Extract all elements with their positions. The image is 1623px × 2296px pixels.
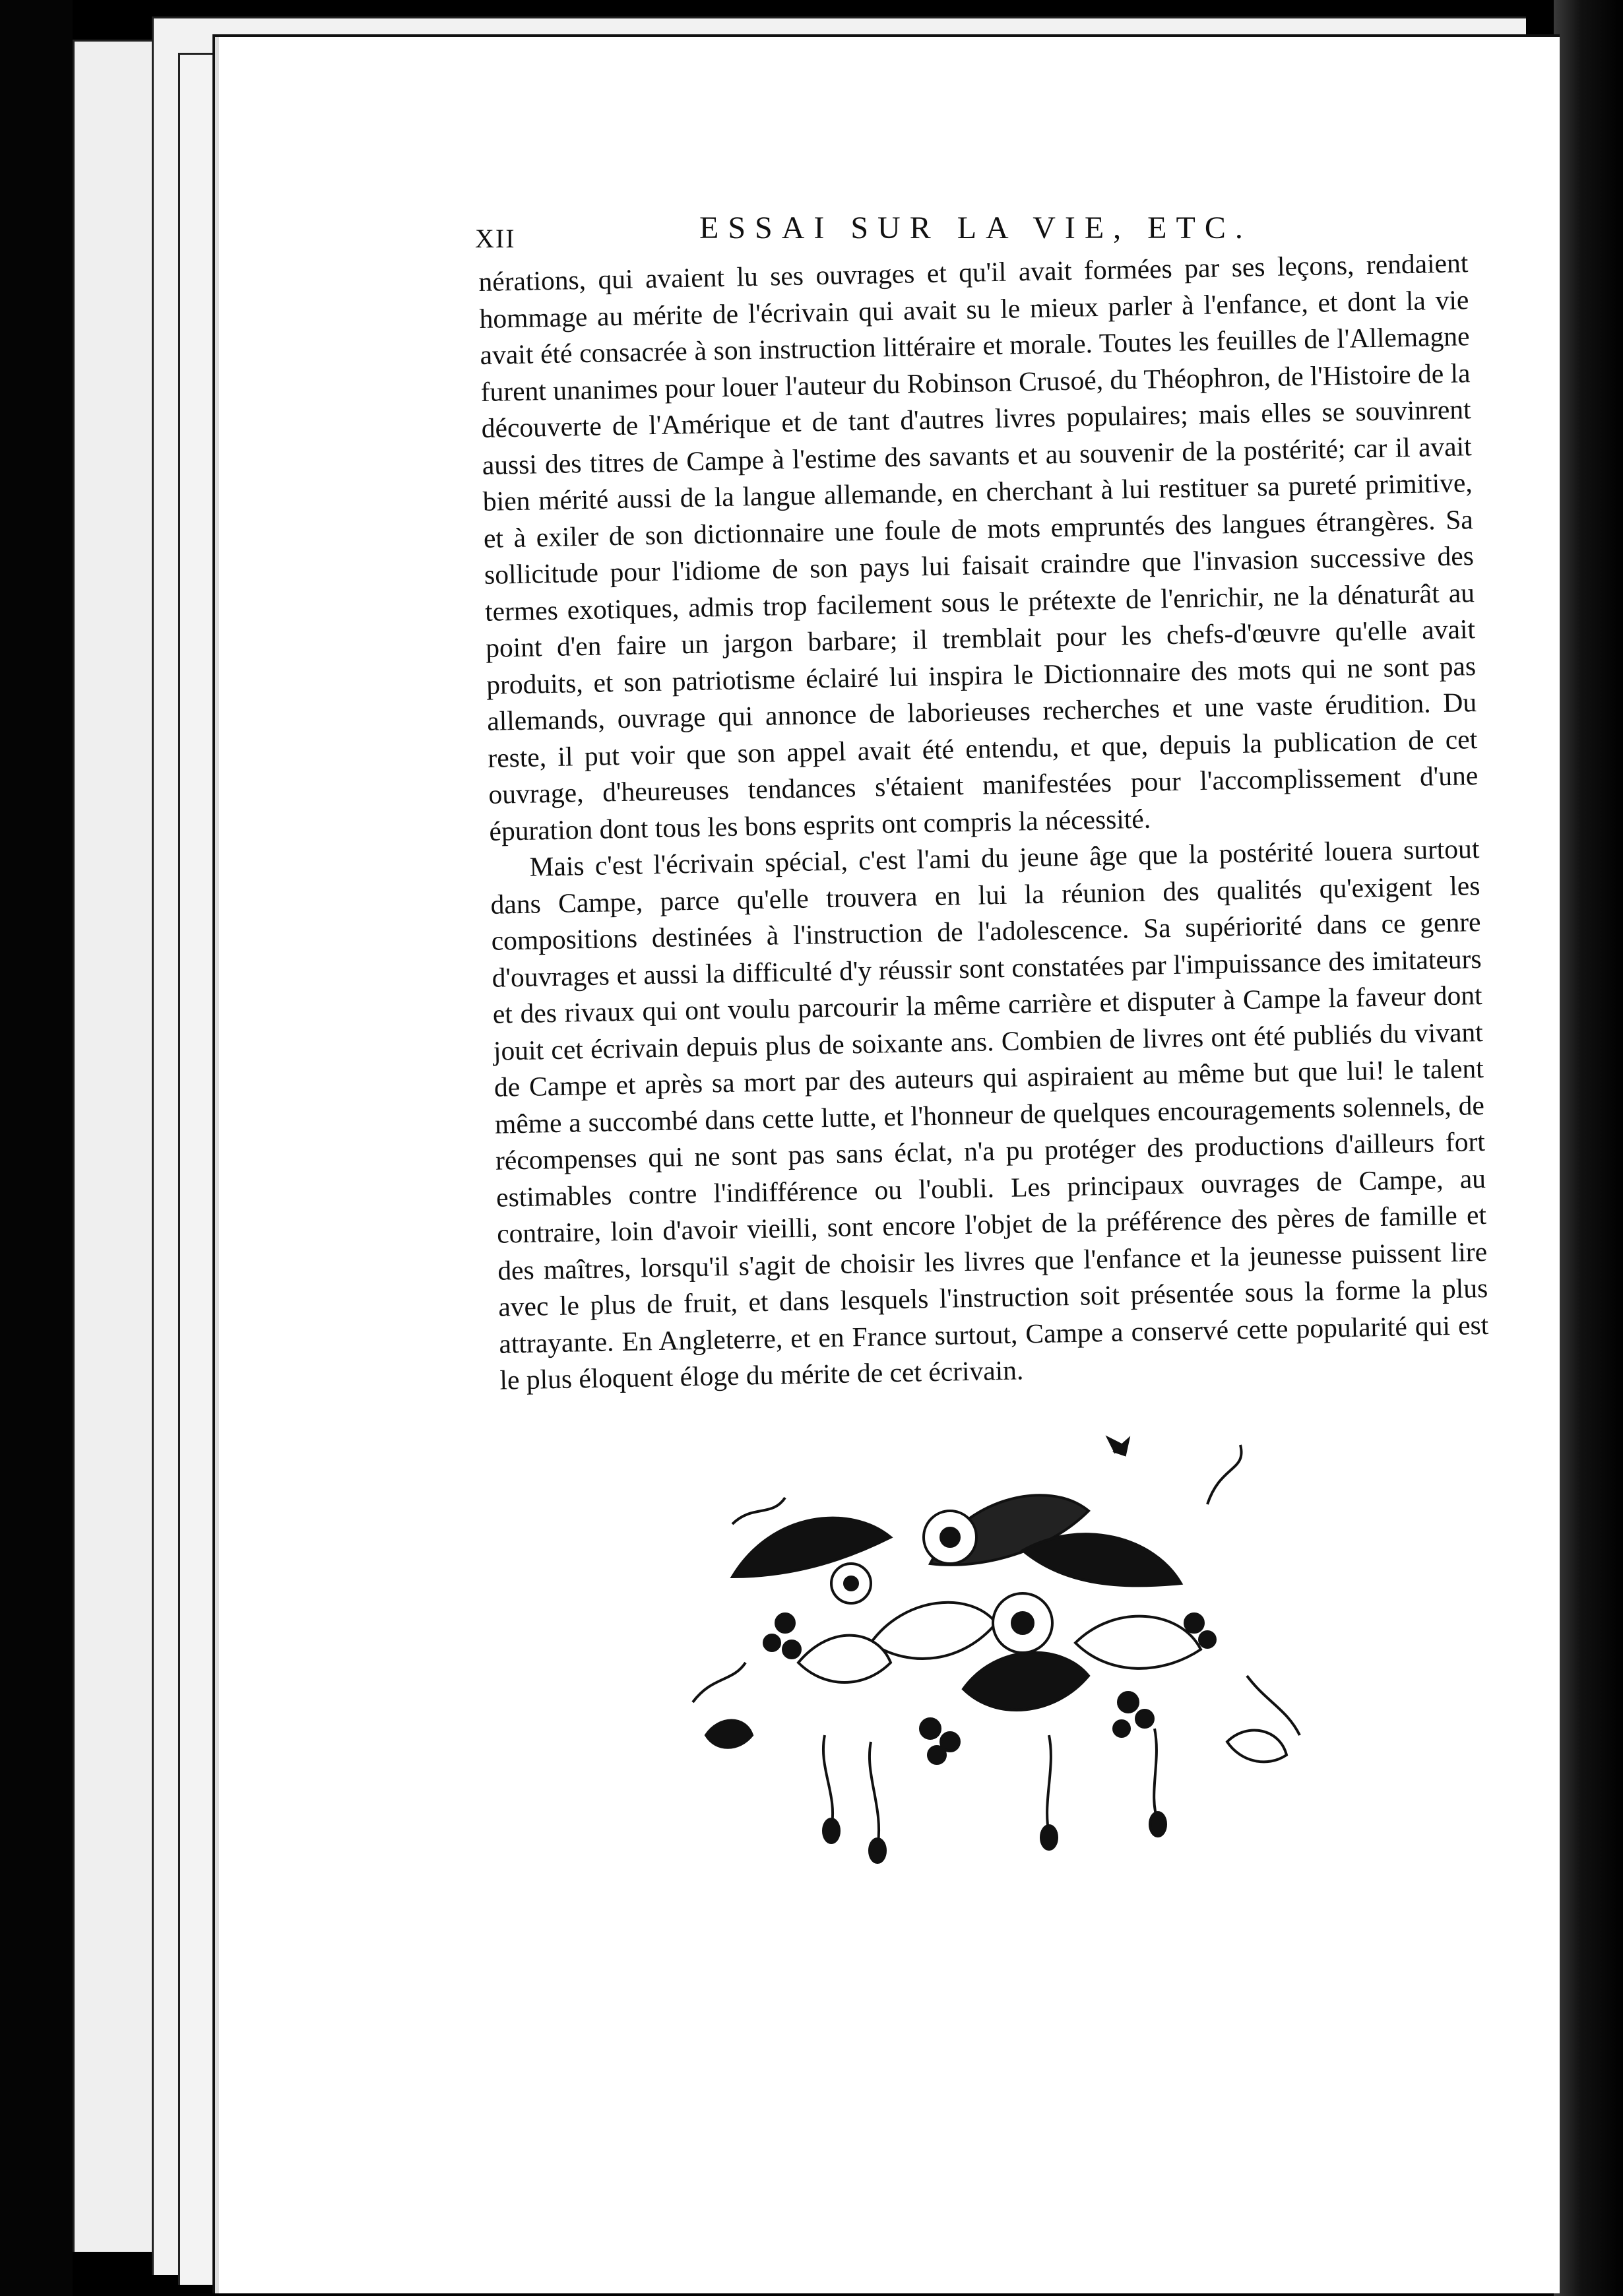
scan-left-margin [0,0,73,2296]
paragraph: Mais c'est l'écrivain spécial, c'est l'ami du jeune âge que la postérité louera surtout dans Campe, parce qu'elle trouvera en lui la réunion des qualités qu'exigent les compositions destinées à l'instruction de l'adolescence. Sa supériorité dans ce genre d'ouvrages et aussi la difficulté d'y réussir sont constatées par l'impuissance des imitateurs et des rivaux qui ont voulu parcourir la même carrière et disputer à Campe la faveur dont jouit cet écrivain depuis plus de soixante ans. Combien de livres ont été publiés du vivant de Campe et après sa mort par des auteurs qui aspiraient au même but que lui! le talent même a succombé dans cette lutte, et l'honneur de quelques encouragements solennels, de récompenses qui ne sont pas sans éclat, n'a pu protéger des productions d'ailleurs fort estimables contre l'indifférence ou l'oubli. Les principaux ouvrages de Campe, au contraire, loin d'avoir vieilli, sont encore l'objet de la préférence des pères de famille et des maîtres, lorsqu'il s'agit de choisir les livres que l'enfance et la jeunesse puissent lire avec le plus de fruit, et dans lesquels l'instruction soit présentée sous la forme la plus attrayante. En Angleterre, et en France surtout, Campe a conservé cette popularité qui est le plus éloquent éloge du mérite de cet écrivain. [490,833,1489,1395]
running-head [475,210,1517,253]
scan-right-edge [1554,0,1623,2296]
body-text [478,245,1490,1399]
floral-vignette-icon [653,1425,1346,1887]
running-title: ESSAI SUR LA VIE, ETC. [699,210,1252,245]
page-number: XII [475,224,516,253]
paragraph: nérations, qui avaient lu ses ouvrages et qu'il avait formées par ses leçons, rendaient hommage au mérite de l'écrivain qui avait su le mieux parler à l'enfance, et dont la vie avait été consacrée à son instruction littéraire et morale. Toutes les feuilles de l'Allemagne furent unanimes pour louer l'auteur du Robinson Crusoé, du Théophron, de l'Histoire de la découverte de l'Amérique et de tant d'autres livres populaires; mais elles se souvinrent aussi des titres de Campe à l'estime des savants et au souvenir de la postérité; car il avait bien mérité aussi de la langue allemande, en cherchant à lui restituer sa pureté primitive, et à exiler de son dictionnaire une foule de mots empruntés des langues étrangères. Sa sollicitude pour l'idiome de son pays lui faisait craindre que l'invasion successive des termes exotiques, admis trop facilement sous le prétexte de l'enrichir, ne la dénaturât au point d'en faire un jargon barbare; il tremblait pour les chefs-d'œuvre qu'elle avait produits, et son patriotisme éclairé lui inspira le Dictionnaire des mots qui ne sont pas allemands, ouvrage qui annonce de laborieuses recherches et une vaste érudition. Du reste, il put voir que son appel avait été entendu, et que, depuis la publication de cet ouvrage, d'heureuses tendances s'étaient manifestées pour l'accomplissement d'une épuration dont tous les bons esprits ont compris la nécessité. [478,247,1479,846]
